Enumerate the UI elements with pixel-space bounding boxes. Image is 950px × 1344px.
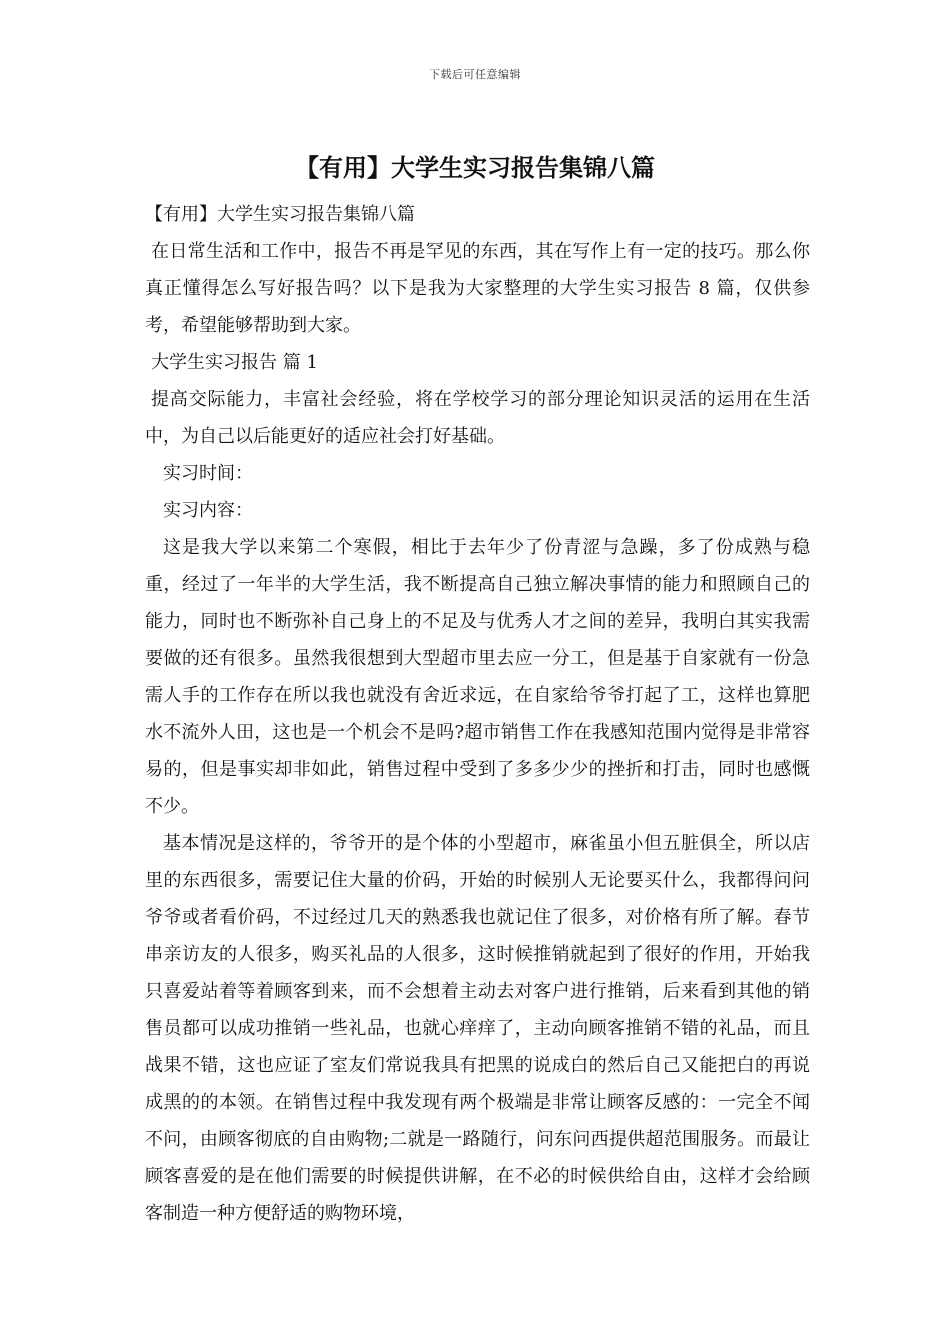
document-body [145, 196, 810, 1232]
body-paragraph: 基本情况是这样的，爷爷开的是个体的小型超市，麻雀虽小但五脏俱全，所以店里的东西很多，需要记住大量的价码，开始的时候别人无论要买什么，我都得问问爷爷或者看价码，不过经过几天的熟悉我也就记住了很多，对价格有所了解。春节串亲访友的人很多，购买礼品的人很多，这时候推销就起到了很好的作用，开始我只喜爱站着等着顾客到来，而不会想着主动去对客户进行推销，后来看到其他的销售员都可以成功推销一些礼品，也就心痒痒了，主动向顾客推销不错的礼品，而且战果不错，这也应证了室友们常说我具有把黑的说成白的然后自己又能把白的再说成黑的的本领。在销售过程中我发现有两个极端是非常让顾客反感的：一完全不闻不问，由顾客彻底的自由购物;二就是一路随行，问东问西提供超范围服务。而最让顾客喜爱的是在他们需要的时候提供讲解，在不必的时候供给自由，这样才会给顾客制造一种方便舒适的购物环境， [145, 833, 810, 1224]
section-heading: 大学生实习报告 篇 1 [151, 352, 318, 373]
header-note: 下载后可任意编辑 [429, 68, 521, 81]
internship-time-label: 实习时间： [163, 463, 253, 484]
internship-content-label: 实习内容： [163, 500, 253, 521]
intro-paragraph: 在日常生活和工作中，报告不再是罕见的东西，其在写作上有一定的技巧。那么你真正懂得怎么写好报告吗？以下是我为大家整理的大学生实习报告 8 篇，仅供参考，希望能够帮助到大家。 [145, 241, 810, 336]
subtitle-line: 【有用】大学生实习报告集锦八篇 [145, 204, 415, 225]
purpose-paragraph: 提高交际能力，丰富社会经验，将在学校学习的部分理论知识灵活的运用在生活中，为自己以后能更好的适应社会打好基础。 [145, 389, 810, 447]
document-title: 【有用】大学生实习报告集锦八篇 [295, 153, 655, 182]
body-paragraph: 这是我大学以来第二个寒假，相比于去年少了份青涩与急躁，多了份成熟与稳重，经过了一年半的大学生活，我不断提高自己独立解决事情的能力和照顾自己的能力，同时也不断弥补自己身上的不足及与优秀人才之间的差异，我明白其实我需要做的还有很多。虽然我很想到大型超市里去应一分工，但是基于自家就有一份急需人手的工作存在所以我也就没有舍近求远，在自家给爷爷打起了工，这样也算肥水不流外人田，这也是一个机会不是吗?超市销售工作在我感知范围内觉得是非常容易的，但是事实却非如此，销售过程中受到了多多少少的挫折和打击，同时也感慨不少。 [145, 537, 810, 817]
